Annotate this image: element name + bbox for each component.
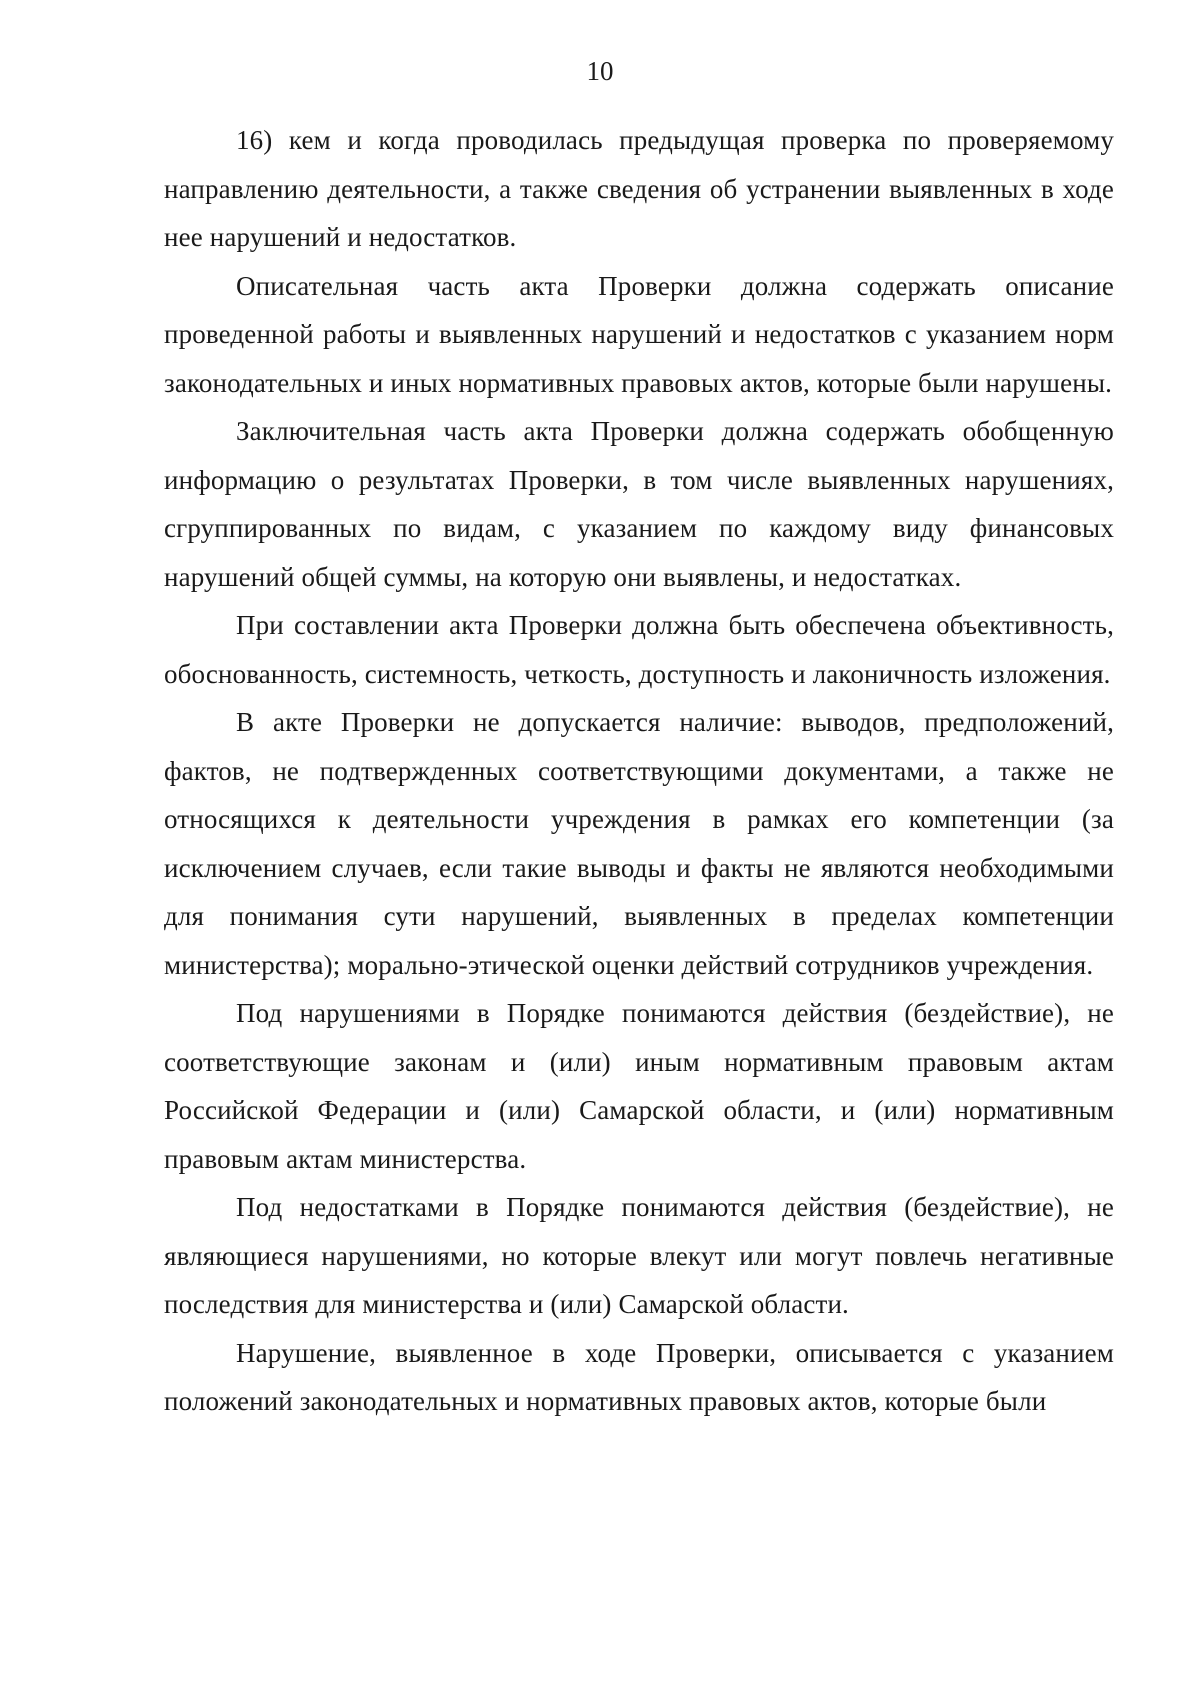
paragraph-violations-definition: Под нарушениями в Порядке понимаются действия (бездействие), не соответствующие законам и (или) иным нормативным правовым актам Российской Федерации и (или) Самарской области, и (или) нормативным правовым актам министерства.: [164, 998, 1114, 1174]
paragraph-descriptive-part: Описательная часть акта Проверки должна содержать описание проведенной работы и выявленных нарушений и недостатков с указанием норм законодательных и иных нормативных правовых актов, которые были нарушены.: [164, 270, 1114, 398]
paragraph-final-part: Заключительная часть акта Проверки должна содержать обобщенную информацию о результатах Проверки, в том числе выявленных нарушениях, сгруппированных по видам, с указанием по каждому виду финансовых нарушений общей суммы, на которую они выявлены, и недостатках.: [164, 416, 1114, 592]
document-body: [164, 116, 1114, 1426]
page-number: 10: [586, 56, 614, 86]
paragraph-violation-description: Нарушение, выявленное в ходе Проверки, описывается с указанием положений законодательных и нормативных правовых актов, которые были: [164, 1337, 1114, 1416]
paragraph-previous-inspection: 16) кем и когда проводилась предыдущая проверка по проверяемому направлению деятельности, а также сведения об устранении выявленных в ходе нее нарушений и недостатков.: [164, 125, 1114, 252]
paragraph-shortcomings-definition: Под недостатками в Порядке понимаются действия (бездействие), не являющиеся нарушениями, но которые влекут или могут повлечь негативные последствия для министерства и (или) Самарской области.: [164, 1192, 1114, 1319]
paragraph-compilation-requirements: При составлении акта Проверки должна быть обеспечена объективность, обоснованность, системность, четкость, доступность и лаконичность изложения.: [164, 610, 1114, 689]
paragraph-not-allowed: В акте Проверки не допускается наличие: выводов, предположений, фактов, не подтвержденных соответствующими документами, а также не относящихся к деятельности учреждения в рамках его компетенции (за исключением случаев, если такие выводы и факты не являются необходимыми для понимания сути нарушений, выявленных в пределах компетенции министерства); морально-этической оценки действий сотрудников учреждения.: [164, 707, 1114, 980]
